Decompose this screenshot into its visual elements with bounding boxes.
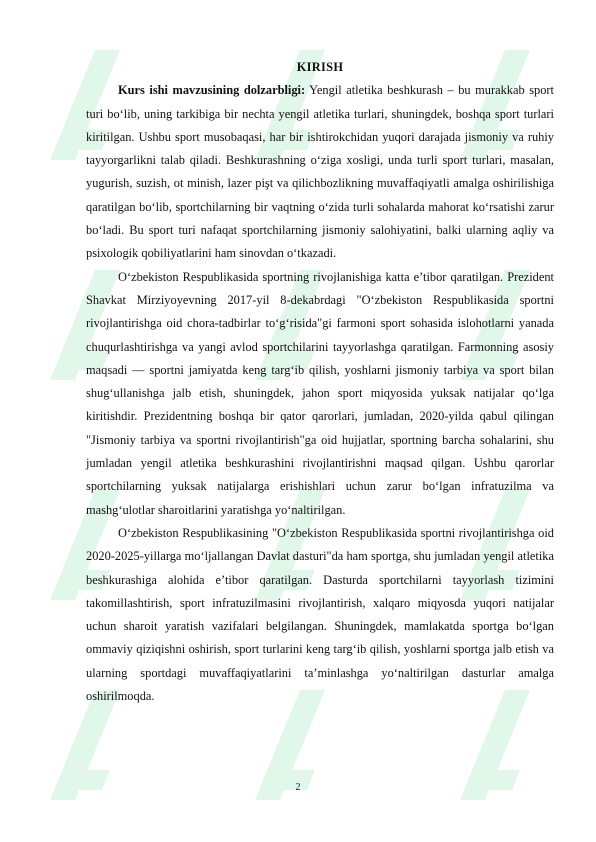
page-title: KIRISH (296, 60, 344, 74)
document-body (86, 56, 554, 708)
paragraph-text: O‘zbekiston Respublikasida sportning rivojlanishiga katta e’tibor qaratilgan. Prezident Shavkat Mirziyoyevning 2017-yil 8-dekabrdagi "O‘zbekiston Respublikasida sportni rivojlantirishga oid chora-tadbirlar to‘g‘risida"gi farmoni sport sohasida islohotlarni yanada chuqurlashtirishga va yangi avlod sportchilarini tayyorlashga qaratilgan. Farmonning asosiy maqsadi — sportni jamiyatda keng targ‘ib qilish, yoshlarni jismoniy tarbiya va sport bilan shug‘ullanishga jalb etish, shuningdek, jahon sport miqyosida yuksak natijalar qo‘lga kiritishdir. Prezidentning boshqa bir qator qarorlari, jumladan, 2020-yilda qabul qilingan "Jismoniy tarbiya va sportni rivojlantirish"ga oid hujjatlar, sportning barcha sohalarini, shu jumladan yengil atletika beshkurashini rivojlantirishni maqsad qilgan. Ushbu qarorlar sportchilarning yuksak natijalarga erishishlari uchun zarur bo‘lgan infratuzilma va mashg‘ulotlar sharoitlarini yaratishga yo‘naltirilgan. (86, 269, 554, 517)
paragraph-relevance (86, 79, 554, 265)
paragraph-state-program (86, 522, 554, 708)
paragraph-text: Yengil atletika beshkurash – bu murakkab sport turi bo‘lib, uning tarkibiga bir nechta yengil atletika turlari, shuningdek, boshqa sport turlari kiritilgan. Ushbu sport musobaqasi, har bir ishtirokchidan yuqori darajada jismoniy va ruhiy tayyorgarlikni talab qiladi. Beshkurashning o‘ziga xosligi, unda turli sport turlari, masalan, yugurish, suzish, ot minish, lazer pişt va qilichbozlikning muvaffaqiyatli amalga oshirilishiga qaratilgan bo‘lib, sportchilarning bir vaqtning o‘zida turli sohalarda mahorat ko‘rsatishi zarur bo‘ladi. Bu sport turi nafaqat sportchilarning jismoniy salohiyatini, balki ularning aqliy va psixologik qobiliyatlarini ham sinovdan o‘tkazadi. (86, 83, 554, 261)
paragraph-text: O‘zbekiston Respublikasining "O‘zbekiston Respublikasida sportni rivojlantirishga oid 2020-2025-yillarga mo‘ljallangan Davlat dasturi"da ham sportga, shu jumladan yengil atletika beshkurashiga alohida e’tibor qaratilgan. Dasturda sportchilarni tayyorlash tizimini takomillashtirish, sport infratuzilmasini rivojlantirish, xalqaro miqyosda yuqori natijalar uchun sharoit yaratish vazifalari belgilangan. Shuningdek, mamlakatda sportga bo‘lgan ommaviy qiziqishni oshirish, sport turlarini keng targ‘ib qilish, yoshlarni sportga jalb etish va ularning sportdagi muvaffaqiyatlarini ta’minlashga yo‘naltirilgan dasturlar amalga oshirilmoqda. (86, 525, 554, 704)
page-number: 2 (295, 782, 301, 793)
paragraph-lead: Kurs ishi mavzusining dolzarbligi: (118, 83, 306, 98)
paragraph-sport-development (86, 266, 554, 522)
